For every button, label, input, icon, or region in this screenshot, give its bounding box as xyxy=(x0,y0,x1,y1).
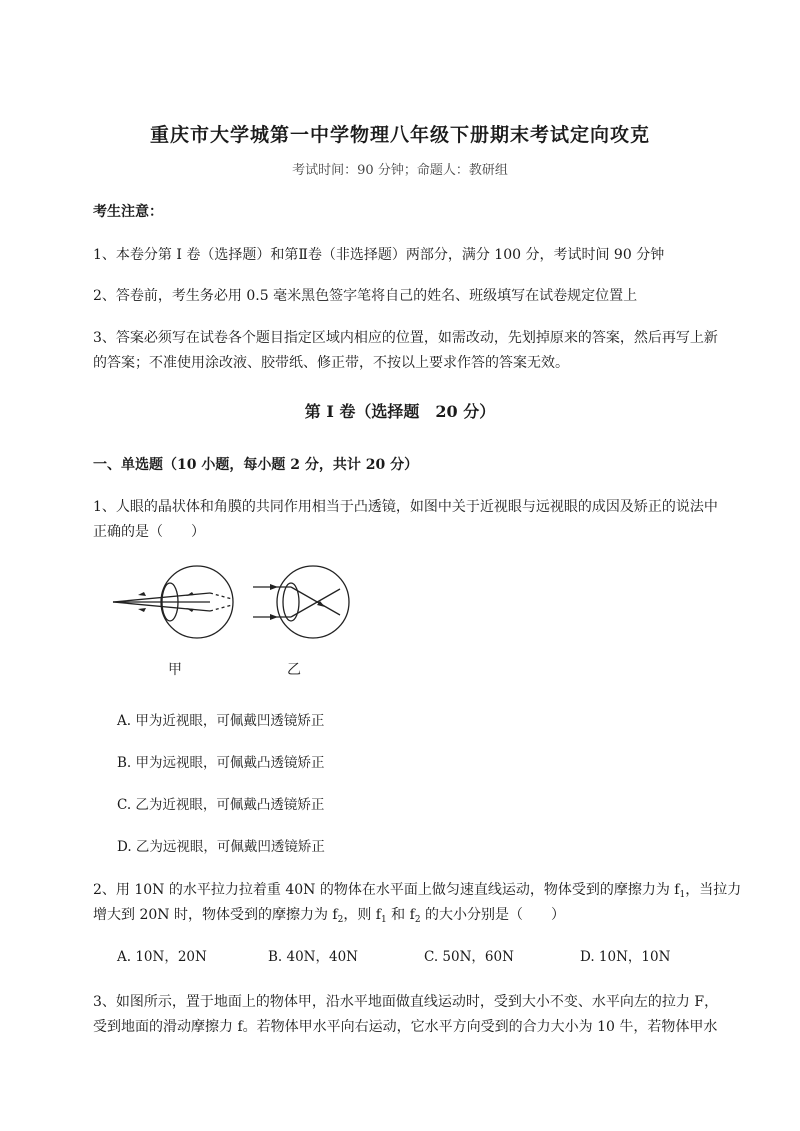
notice-item-3-line-1: 3、答案必须写在试卷各个题目指定区域内相应的位置，如需改动，先划掉原来的答案，然后再写上新 xyxy=(93,330,718,346)
question-1-option-c[interactable]: C. 乙为近视眼，可佩戴凸透镜矫正 xyxy=(117,797,325,813)
question-2-option-d[interactable]: D. 10N，10N xyxy=(580,949,671,965)
question-1-line-2: 正确的是（ ） xyxy=(93,524,205,540)
question-1-option-b[interactable]: B. 甲为远视眼，可佩戴凸透镜矫正 xyxy=(117,755,325,771)
notice-item-1: 1、本卷分第 I 卷（选择题）和第Ⅱ卷（非选择题）两部分，满分 100 分，考试时间 90 分钟 xyxy=(93,247,665,263)
question-3-line-2: 受到地面的滑动摩擦力 f。若物体甲水平向右运动，它水平方向受到的合力大小为 10 牛，若物体甲水 xyxy=(93,1019,718,1035)
question-2-option-b[interactable]: B. 40N，40N xyxy=(268,949,358,965)
question-2-line-1: 2、用 10N 的水平拉力拉着重 40N 的物体在水平面上做匀速直线运动，物体受到的摩擦力为 $f_1$，当拉力 xyxy=(93,882,742,900)
notice-item-3-line-2: 的答案；不准使用涂改液、胶带纸、修正带，不按以上要求作答的答案无效。 xyxy=(93,355,569,371)
figure-label-b: 乙 xyxy=(287,662,301,678)
eye-diagram-b xyxy=(253,566,349,638)
figure-label-a: 甲 xyxy=(168,662,182,678)
question-1-option-d[interactable]: D. 乙为远视眼，可佩戴凹透镜矫正 xyxy=(117,839,325,855)
eye-diagram-a xyxy=(113,566,233,638)
page-title: 重庆市大学城第一中学物理八年级下册期末考试定向攻克 xyxy=(149,124,650,146)
question-2-option-a[interactable]: A. 10N，20N xyxy=(117,949,207,965)
section-title: 第 I 卷（选择题 20 分） xyxy=(304,402,496,421)
question-1-option-a[interactable]: A. 甲为近视眼，可佩戴凹透镜矫正 xyxy=(117,713,325,729)
eye-diagram-figure xyxy=(100,565,360,695)
notice-heading: 考生注意： xyxy=(93,204,163,220)
question-2-line-2: 增大到 20N 时，物体受到的摩擦力为 $f_2$，则 $f_1$ 和 $f_2$ 的大小分别是（ ） xyxy=(93,907,565,925)
question-2-option-c[interactable]: C. 50N，60N xyxy=(424,949,514,965)
question-1-line-1: 1、人眼的晶状体和角膜的共同作用相当于凸透镜，如图中关于近视眼与远视眼的成因及矫正的说法中 xyxy=(93,499,718,515)
question-3-line-1: 3、如图所示，置于地面上的物体甲，沿水平地面做直线运动时，受到大小不变、水平向左的拉力 F， xyxy=(93,994,719,1010)
exam-info: 考试时间：90 分钟；命题人：教研组 xyxy=(292,163,508,178)
notice-item-2: 2、答卷前，考生务必用 0.5 毫米黑色签字笔将自己的姓名、班级填写在试卷规定位置上 xyxy=(93,288,638,304)
part-heading: 一、单选题（10 小题，每小题 2 分，共计 20 分） xyxy=(93,457,419,473)
